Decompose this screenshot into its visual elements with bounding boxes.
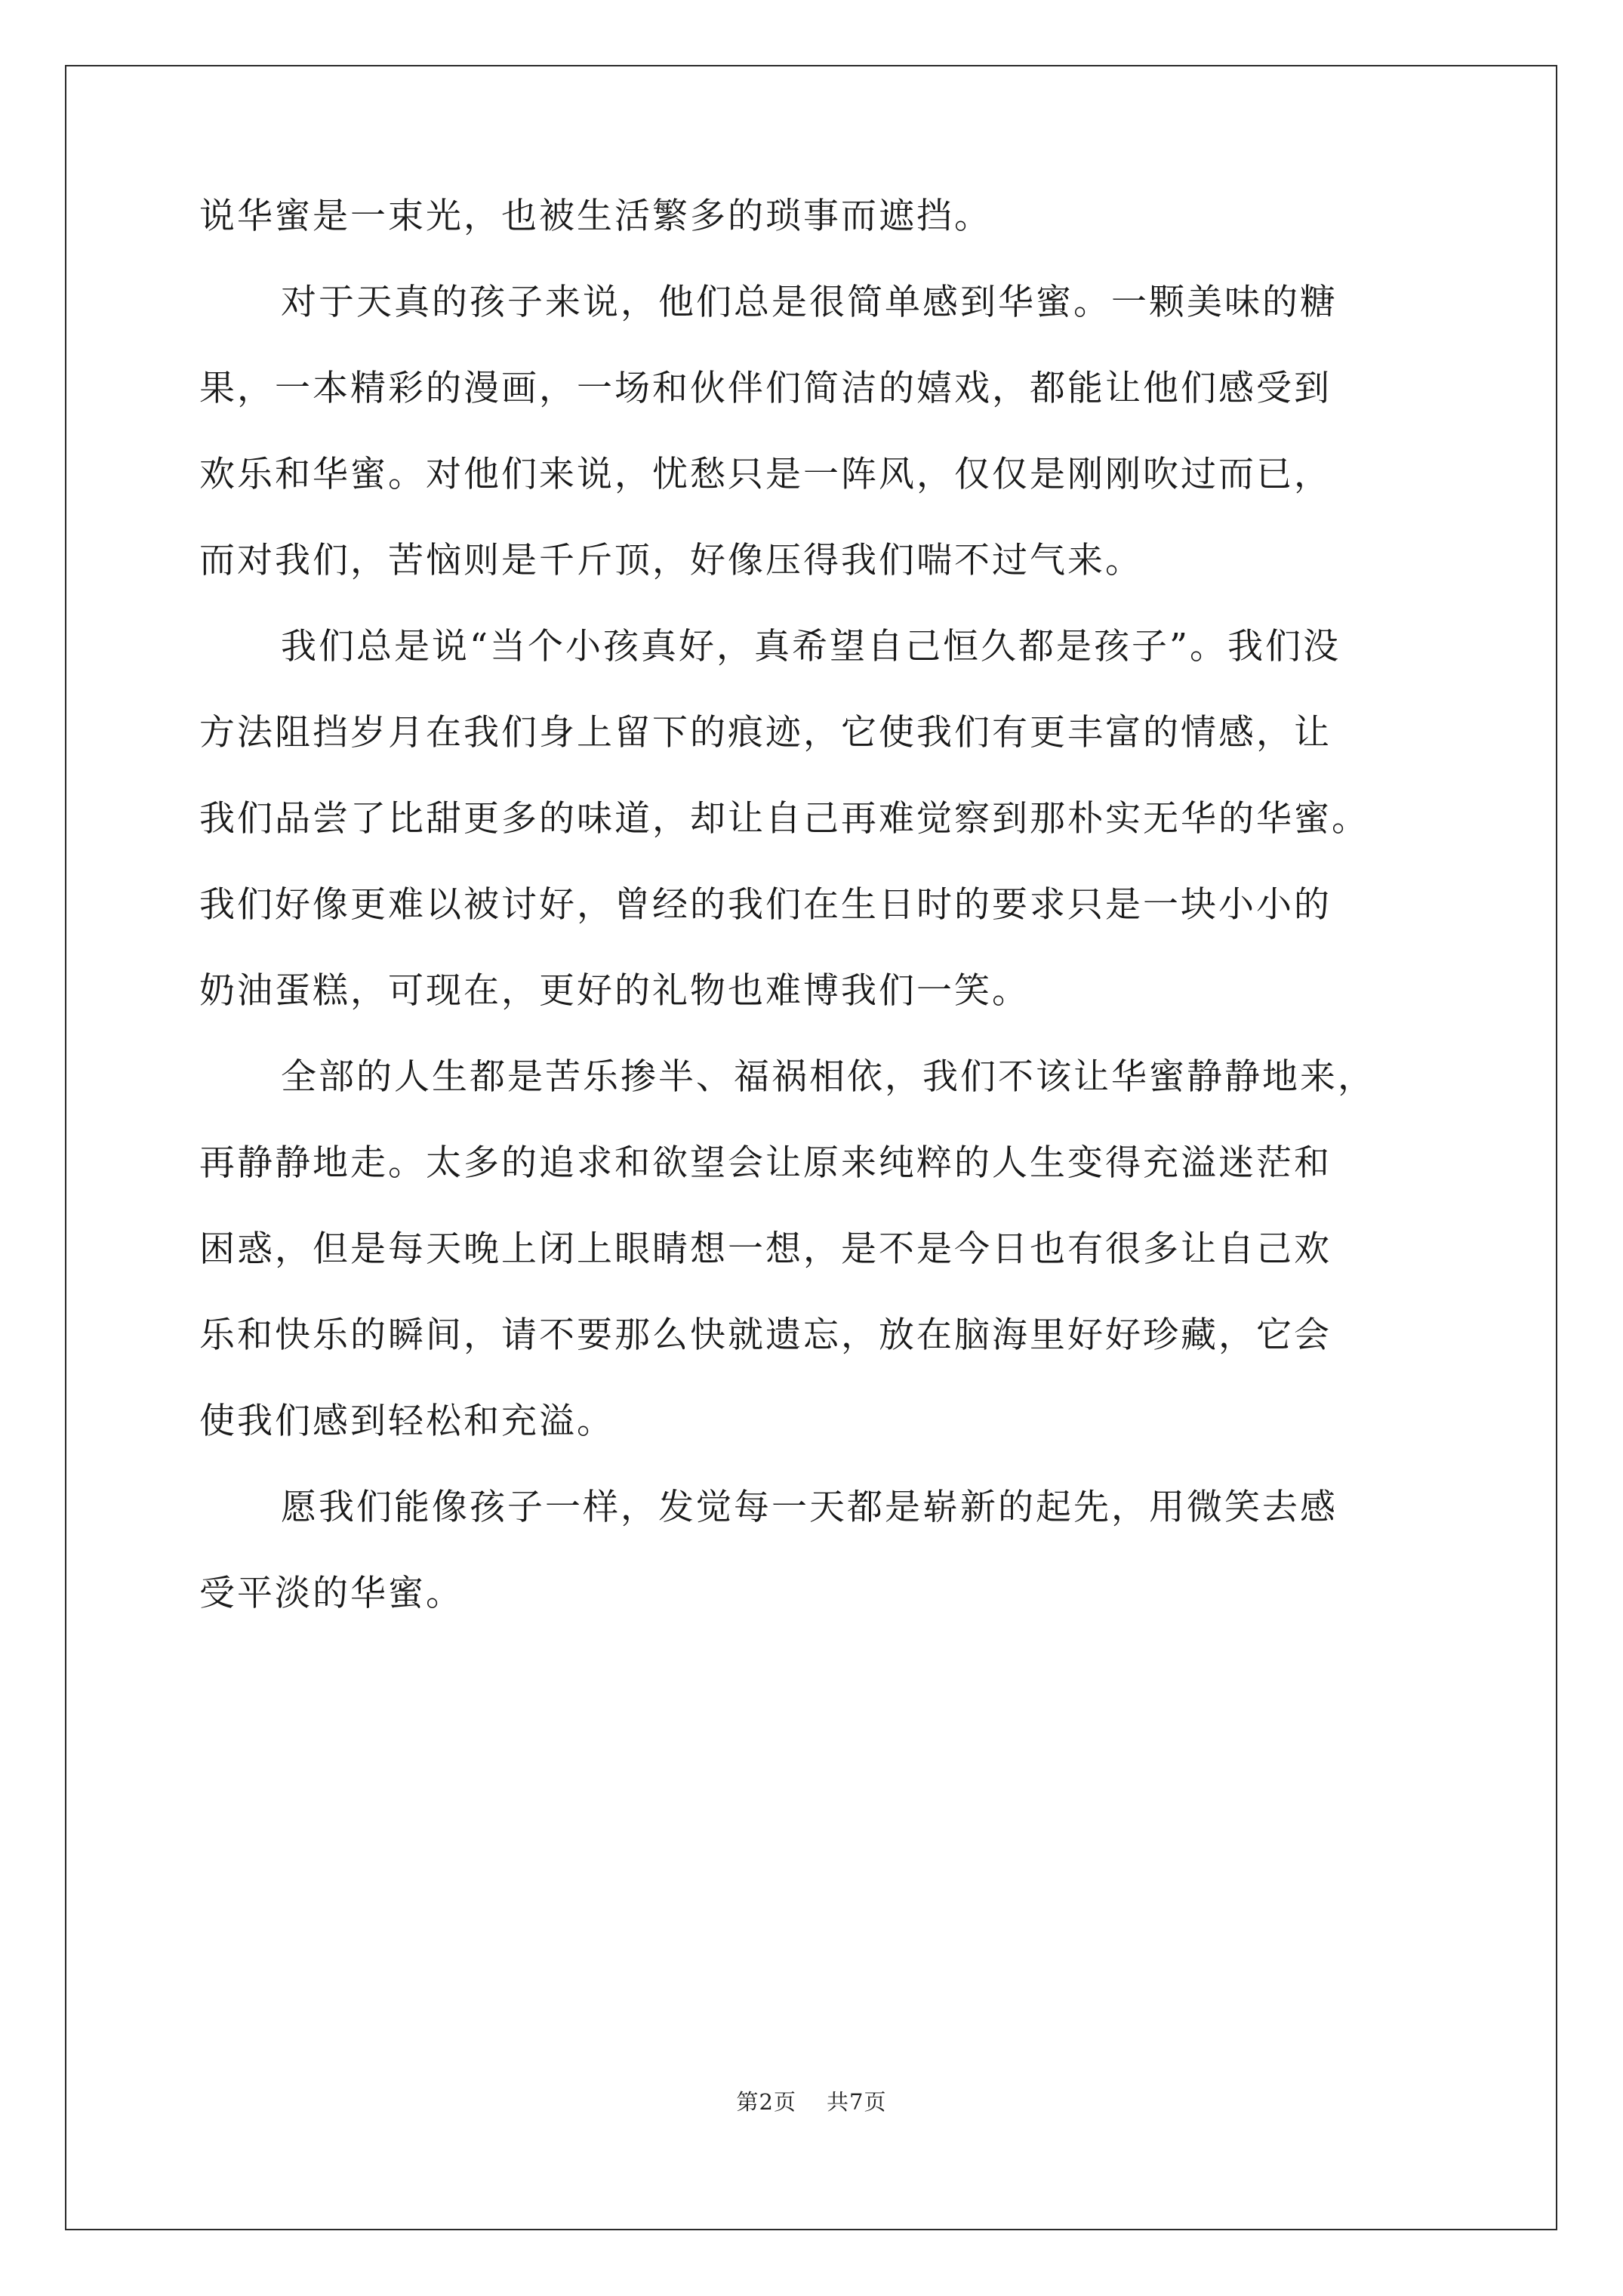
text-line: 欢乐和华蜜。对他们来说，忧愁只是一阵风，仅仅是刚刚吹过而已， [199, 454, 1332, 495]
text-line: 方法阻挡岁月在我们身上留下的痕迹，它使我们有更丰富的情感，让 [199, 712, 1332, 754]
text-line: 我们品尝了比甜更多的味道，却让自己再难觉察到那朴实无华的华蜜。 [199, 798, 1369, 840]
paragraph-start-line: 对于天真的孩子来说，他们总是很简单感到华蜜。一颗美味的糖 [281, 282, 1338, 323]
text-line: 我们好像更难以被讨好，曾经的我们在生日时的要求只是一块小小的 [199, 884, 1332, 926]
paragraph-start-line: 愿我们能像孩子一样，发觉每一天都是崭新的起先，用微笑去感 [281, 1487, 1338, 1528]
text-line: 困惑，但是每天晚上闭上眼睛想一想，是不是今日也有很多让自己欢 [199, 1228, 1332, 1270]
paragraph-start-line: 全部的人生都是苦乐掺半、福祸相依，我们不该让华蜜静静地来， [281, 1056, 1375, 1098]
text-line: 说华蜜是一束光，也被生活繁多的琐事而遮挡。 [199, 196, 992, 237]
text-line: 再静静地走。太多的追求和欲望会让原来纯粹的人生变得充溢迷茫和 [199, 1142, 1332, 1184]
page-footer [0, 2085, 1623, 2116]
document-body [199, 174, 1437, 1637]
text-line: 果，一本精彩的漫画，一场和伙伴们简洁的嬉戏，都能让他们感受到 [199, 368, 1332, 409]
text-line: 乐和快乐的瞬间，请不要那么快就遗忘，放在脑海里好好珍藏，它会 [199, 1314, 1332, 1356]
page-total: 共7页 [827, 2089, 887, 2115]
text-line: 使我们感到轻松和充溢。 [199, 1401, 614, 1442]
paragraph-start-line: 我们总是说“当个小孩真好，真希望自己恒久都是孩子”。我们没 [281, 626, 1341, 667]
text-line: 受平淡的华蜜。 [199, 1573, 463, 1614]
text-line: 奶油蛋糕，可现在，更好的礼物也难博我们一笑。 [199, 970, 1030, 1012]
page-number: 第2页 [736, 2089, 796, 2115]
text-line: 而对我们，苦恼则是千斤顶，好像压得我们喘不过气来。 [199, 540, 1143, 581]
